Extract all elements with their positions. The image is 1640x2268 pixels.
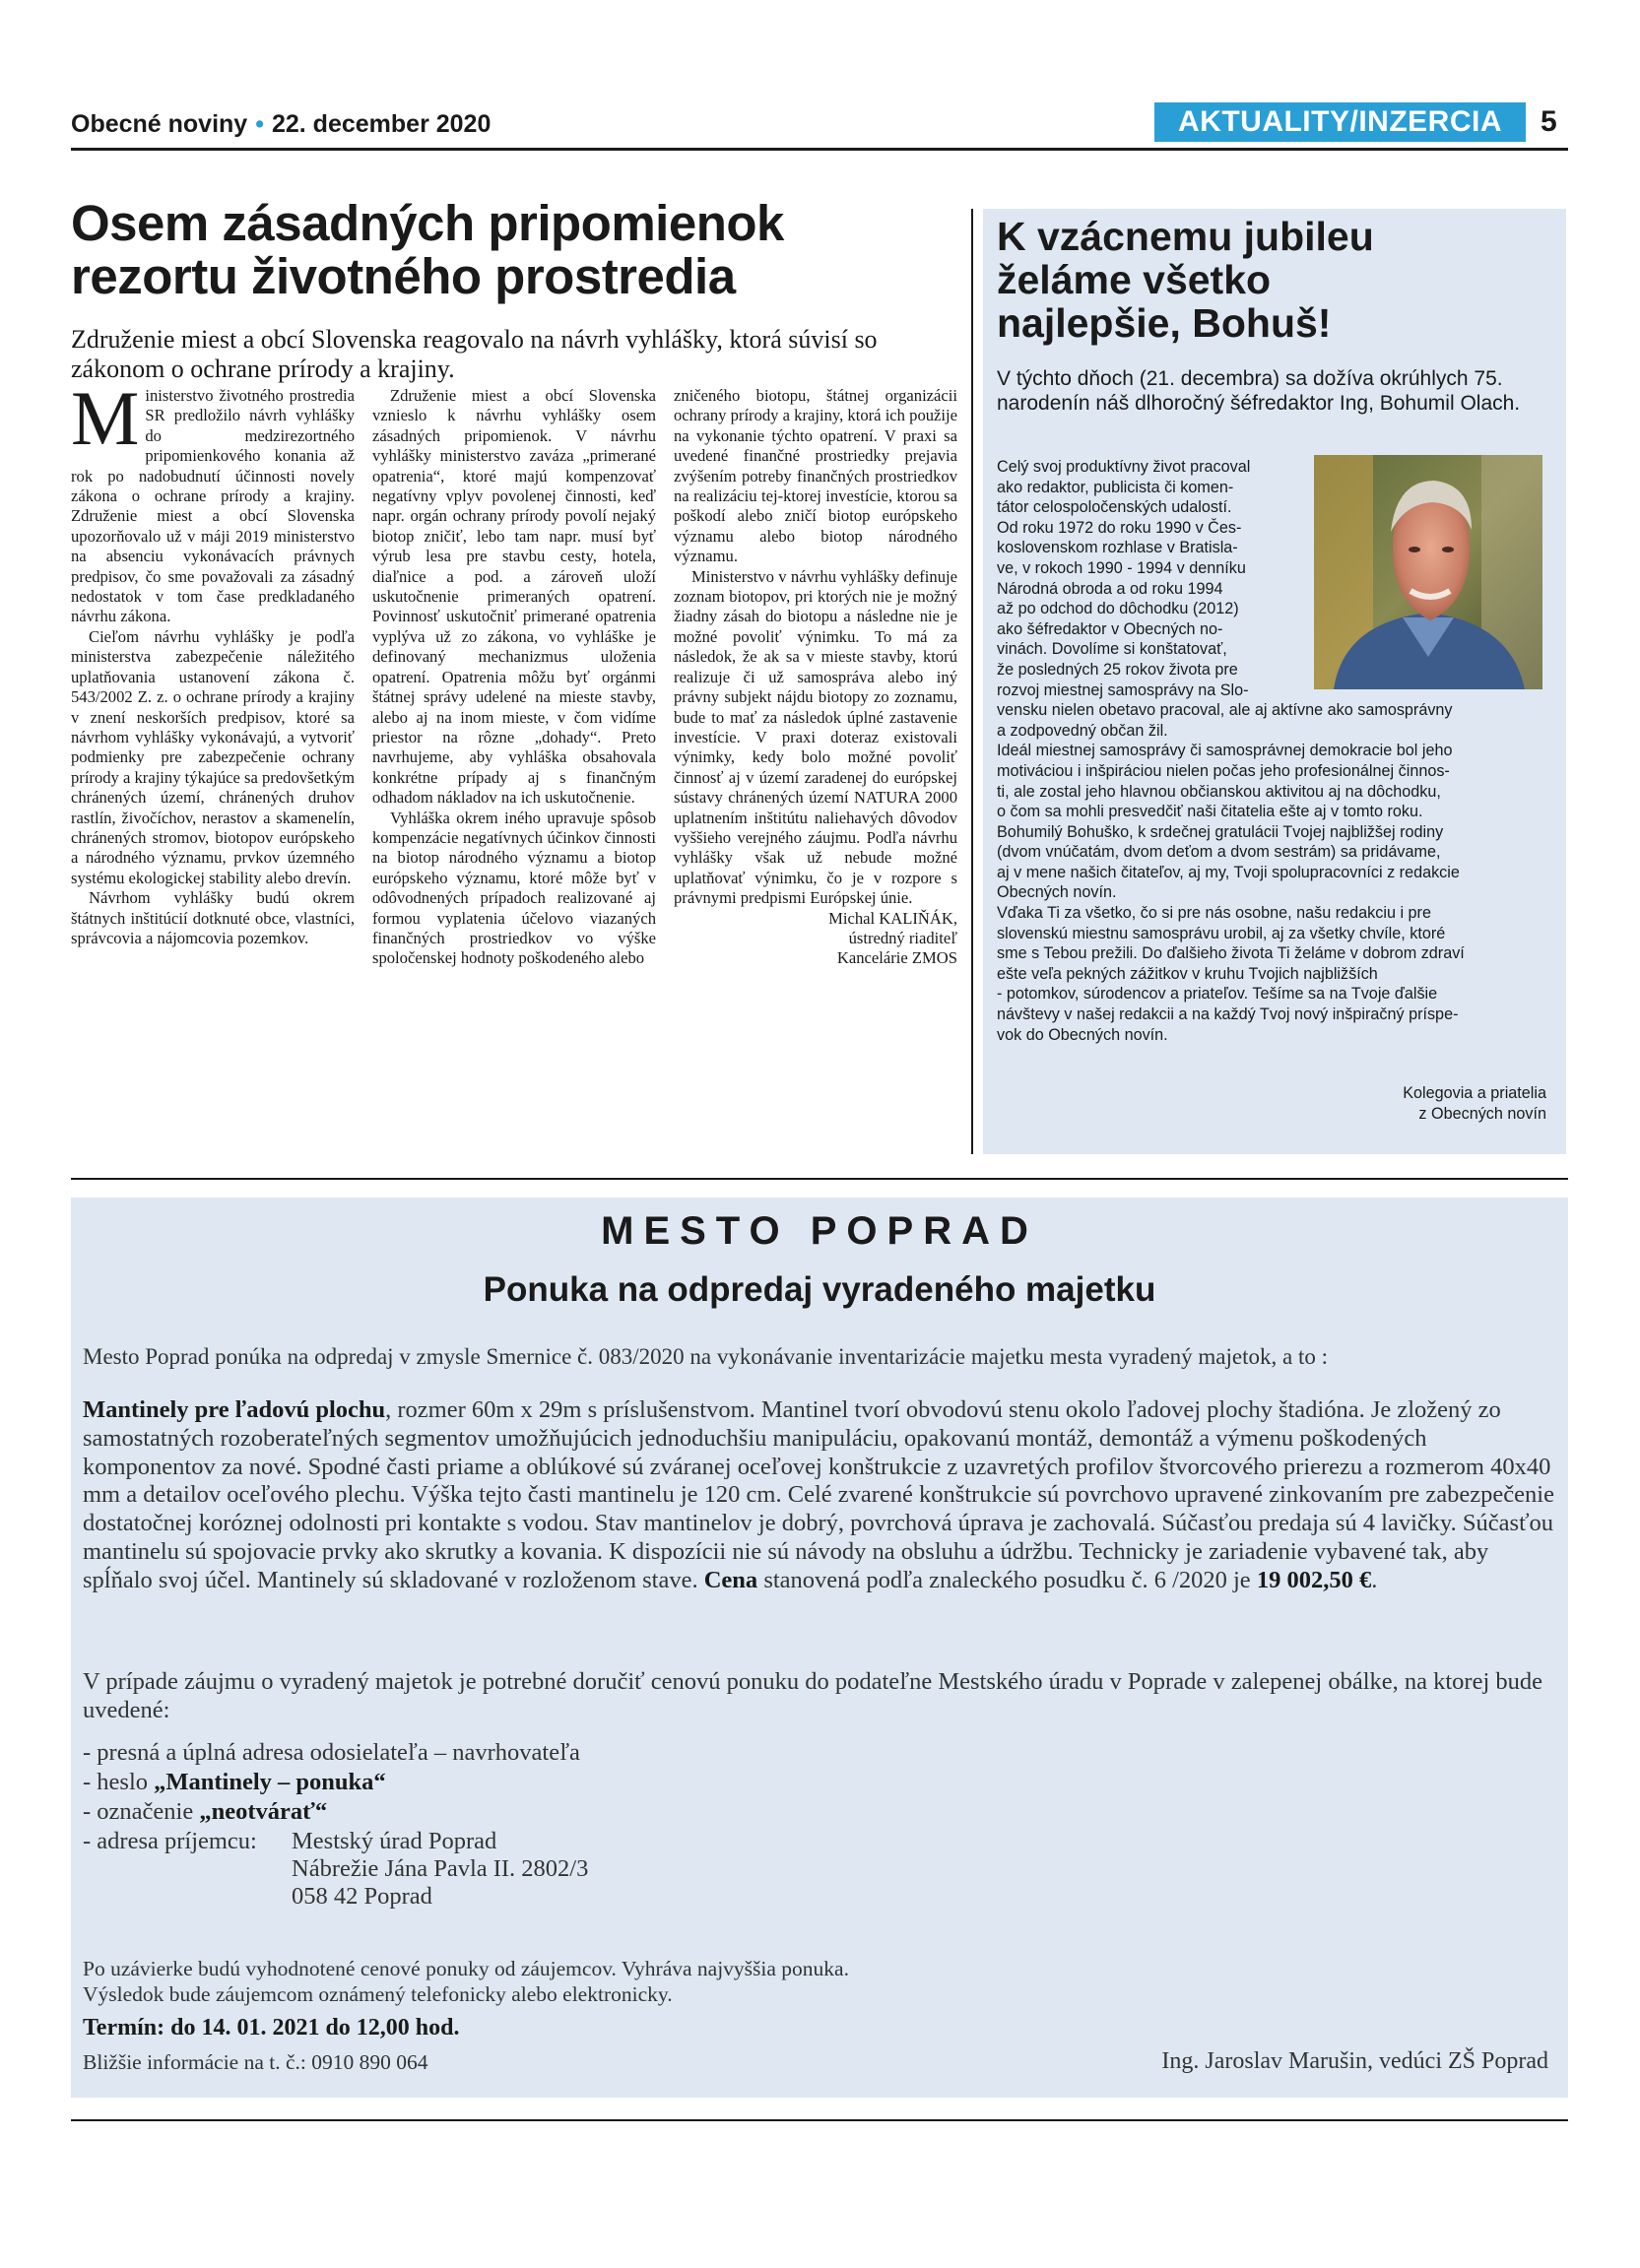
masthead [71, 110, 491, 139]
requirement-1: - presná a úplná adresa odosielateľa – navrhovateľa [83, 1739, 580, 1766]
author-name: Michal KALIŇÁK, [828, 908, 957, 928]
price-end: . [1371, 1566, 1378, 1593]
item-name: Mantinely pre ľadovú plochu [83, 1396, 386, 1423]
ad-title: MESTO POPRAD [601, 1209, 1038, 1253]
article-paragraph: Návrhom vyhlášky budú okrem štátnych inštitúcií dotknuté obce, vlastníci, správcovia a nájomcovia pozemkov. [71, 888, 355, 947]
article-paragraph: zničeného biotopu, štátnej organizácii ochrany prírody a krajiny, ktorá ich použije na vykonanie týchto opatrení. V praxi sa uvedené finančné prostriedky prejavia zvýšením potreby finančných prostriedkov na realizáciu tej-ktorej investície, ktorou sa poškodí alebo zničí biotop európskeho významu alebo biotop národného významu. [674, 386, 957, 566]
address-line-2: Nábrežie Jána Pavla II. 2802/3 [292, 1855, 589, 1882]
author-role: ústredný riaditeľ [848, 928, 957, 947]
jubilee-text-line: návštevy v našej redakcii a na každý Tvoj nový inšpiračný príspe- [997, 1005, 1459, 1024]
jubilee-text-line: že posledných 25 rokov života pre [997, 660, 1238, 679]
price-label: Cena [703, 1566, 758, 1593]
jubilee-text-line: (dvom vnúčatám, dvom deťom a dvom sestrám) sa pridávame, [997, 843, 1441, 862]
jubilee-text-line: o čom sa mohli presvedčiť naši čitatelia ešte aj v tomto roku. [997, 803, 1423, 821]
section-label: AKTUALITY/INZERCIA [1154, 102, 1526, 142]
bullet-separator: • [255, 110, 264, 138]
jubilee-signature [1231, 1083, 1546, 1125]
jubilee-lead: V týchto dňoch (21. decembra) sa dožíva okrúhlych 75. narodenín náš dlhoročný šéfredaktor Ing, Bohumil Olach. [997, 367, 1521, 415]
ad-evaluation [83, 1956, 1560, 2007]
jubilee-text-line: - potomkov, súrodencov a priateľov. Tešíme sa na Tvoje ďalšie [997, 985, 1438, 1004]
article-paragraph: Vyhláška okrem iného upravuje spôsob kompenzácie negatívnych účinkov činnosti na biotop národného významu a biotop európskeho významu, ktoré môže byť v odôvodnených prípadoch realizované aj formou vyplatenia účelovo viazaných finančných prostriedkov vo výške spoločenskej hodnoty poškodeného alebo [372, 808, 656, 968]
jubilee-text-line: až po odchod do dôchodku (2012) [997, 600, 1239, 618]
requirement-4: - adresa príjemcu: [83, 1828, 257, 1854]
jubilee-text [997, 457, 1548, 1045]
address-line-3: 058 42 Poprad [292, 1883, 432, 1910]
requirement-2 [83, 1769, 386, 1796]
jubilee-divider [971, 209, 973, 1154]
issue-date: 22. december 2020 [271, 110, 492, 138]
jubilee-text-line: Od roku 1972 do roku 1990 v Čes- [997, 518, 1242, 537]
jubilee-text-line: slovenskú miestnu samosprávu urobil, aj za všetky chvíle, ktoré [997, 924, 1446, 942]
deadline: Termín: do 14. 01. 2021 do 12,00 hod. [83, 2015, 460, 2041]
article-paragraph: Združenie miest a obcí Slovenska vznieslo k návrhu vyhlášky osem zásadných pripomienok. V návrhu vyhlášky ministerstvo zaváza „primerané opatrenia“, ktoré majú kompenzovať negatívny vplyv povolenej činnosti, keď napr. orgán ochrany prírody povolí nejaký biotop zničiť, lebo tam napr. musí byť výrub lesa pre stavbu cesty, hotela, diaľnice a pod. a zároveň uloží uskutočnenie primeraných opatrení. Povinnosť uskutočniť primerané opatrenia vyplýva už zo zákona, vo vyhláške je definovaný mechanizmus uloženia opatrení. Opatrenia môžu byť orgánmi štátnej správy udelené na mieste stavby, alebo aj na inom mieste, v čom vidíme priestor na rôzne „dohady“. Preto navrhujeme, aby vyhláška obsahovala konkrétne prípady aj s finančným odhadom nákladov na ich uskutočnenie. [372, 386, 656, 808]
jubilee-title-line1: K vzácnemu jubileu [997, 214, 1374, 259]
article-column-2 [372, 386, 656, 969]
price-text: stanovená podľa znaleckého posudku č. 6 /2020 je [757, 1566, 1257, 1593]
article-column-3 [674, 386, 957, 969]
jubilee-text-line: Národná obroda a od roku 1994 [997, 579, 1223, 598]
drop-cap: M [71, 375, 140, 461]
jubilee-title [997, 215, 1548, 345]
jubilee-text-line: ti, ale zostal jeho hlavnou občianskou aktivitou aj na dôchodku, [997, 782, 1441, 801]
jubilee-text-line: ako šéfredaktor v Obecných no- [997, 619, 1223, 638]
evaluation-line-2: Výsledok bude záujemcom oznámený telefonicky alebo elektronicky. [83, 1982, 673, 2006]
jubilee-text-line: rozvoj miestnej samosprávy na Slo- [997, 680, 1249, 699]
section-divider [71, 1178, 1568, 1180]
jubilee-title-line2: želáme všetko [997, 257, 1272, 302]
article-lead: Združenie miest a obcí Slovenska reagovalo na návrh vyhlášky, ktorá súvisí so zákonom o ochrane prírody a krajiny. [71, 325, 878, 383]
jubilee-text-line: Celý svoj produktívny život pracoval [997, 458, 1251, 476]
article-title [71, 197, 957, 303]
requirement-3 [83, 1798, 327, 1826]
ad-subtitle: Ponuka na odpredaj vyradeného majetku [483, 1270, 1156, 1309]
ad-intro: Mesto Poprad ponúka na odpredaj v zmysle Smernice č. 083/2020 na vykonávanie inventarizácie majetku mesta vyradený majetok, a to : [83, 1344, 1328, 1369]
jubilee-text-line: Obecných novín. [997, 883, 1117, 902]
jubilee-text-line: koslovenskom rozhlase v Bratisla- [997, 539, 1238, 557]
article-title-line2: rezortu životného prostredia [71, 248, 736, 304]
article-paragraph: Ministerstvo v návrhu vyhlášky definuje zoznam biotopov, pri ktorých nie je možný žiadny zásah do biotopu a následne nie je možné povoliť výnimku. To má za následok, že ak sa v mieste stavby, ktorú realizuje či už samospráva alebo iný právny subjekt nájdu biotopy zo zoznamu, bude to mať za následok úplné zastavenie investície. V praxi doteraz existovali výnimky, kedy bolo možné povoliť činnosť aj v území zaradenej do európskej sústavy chránených území NATURA 2000 uplatnením inštitútu naliehavých dôvodov vyššieho verejného záujmu. Podľa návrhu vyhlášky však už nebude možné uplatňovať výnimku, čo je v rozpore s právnymi predpismi Európskej únie. [674, 566, 957, 908]
author-org: Kancelárie ZMOS [836, 948, 957, 968]
jubilee-text-line: Vďaka Ti za všetko, čo si pre nás osobne, našu redakciu i pre [997, 904, 1431, 923]
jubilee-text-line: sme s Tebou prežili. Do ďalšieho života Ti želáme v dobrom zdraví [997, 944, 1465, 963]
requirement-3-value: „neotvárať“ [199, 1798, 328, 1825]
ad-item-description [83, 1396, 1560, 1595]
requirement-2-prefix: - heslo [83, 1769, 155, 1795]
jubilee-text-line: Ideál miestnej samosprávy či samosprávnej demokracie bol jeho [997, 742, 1453, 760]
jubilee-text-line: ve, v rokoch 1990 - 1994 v denníku [997, 558, 1246, 577]
article-title-line1: Osem zásadných pripomienok [71, 195, 784, 251]
article-paragraph: inisterstvo životného prostredia SR predložilo návrh vyhlášky do medzirezortného pripomienkového konania až rok po nadobudnutí účinnosti novely zákona o ochrane prírody a krajiny. Združenie miest a obcí Slovenska upozorňovalo už v máji 2019 ministerstvo na absenciu vykonávacích právnych predpisov, čo sme považovali za zásadný nedostatok v tom čase predkladaného návrhu zákona. [71, 386, 355, 626]
jubilee-title-line3: najlepšie, Bohuš! [997, 300, 1332, 346]
jubilee-text-line: motiváciou i inšpiráciou nielen počas jeho profesionálnej činnos- [997, 761, 1450, 780]
requirement-2-value: „Mantinely – ponuka“ [154, 1769, 386, 1795]
item-text: , rozmer 60m x 29m s príslušenstvom. Mantinel tvorí obvodovú stenu okolo ľadovej plochy štadióna. Je zložený zo samostatných rozoberateľných segmentov umožňujúcich jednoduchšiu manipuláciu, opakovanú montáž, demontáž a výmenu poškodených komponentov za nové. Spodné časti priame a oblúkové sú zváranej oceľovej konštrukcie z uzavretých profilov štvorcového prierezu a rozmerom 40x40 mm a detailov oceľového plechu. Výška tejto časti mantinelu je 120 cm. Celé zvarené konštrukcie sú povrchovo upravené zinkovaním pre zabezpečenie dostatočnej koróznej odolnosti pri kontakte s vodou. Stav mantinelov je dobrý, povrchová úprava je zachovalá. Súčasťou predaja sú 4 lavičky. Súčasťou mantinelu sú spojovacie prvky ako skrutky a kovania. K dispozícii nie sú návody na obsluhu a údržbu. Technicky je zariadenie vybavené tak, aby spĺňalo svoj účel. Mantinely sú skladované v rozloženom stave. [83, 1396, 1554, 1593]
jubilee-text-line: tátor celospoločenských udalostí. [997, 498, 1232, 517]
evaluation-line-1: Po uzávierke budú vyhodnotené cenové ponuky od záujemcov. Vyhráva najvyššia ponuka. [83, 1957, 849, 1980]
jubilee-signature-line2: z Obecných novín [1418, 1105, 1546, 1123]
requirement-3-prefix: - označenie [83, 1798, 200, 1825]
article-paragraph: Cieľom návrhu vyhlášky je podľa ministerstva zabezpečenie náležitého uplatňovania ustanovení zákona č. 543/2002 Z. z. o ochrane prírody a krajiny v znení neskorších predpisov, ktoré sa návrhom vyhlášky vykonávajú, a vytvoriť podmienky pre zabezpečenie ochrany prírody a krajiny týkajúce sa predovšetkým chránených území, chránených druhov rastlín, živočíchov, nerastov a skamenelín, chránených stromov, biotopov európskeho a národného významu, prvkov územného systému ekologickej stability alebo drevín. [71, 626, 356, 887]
bottom-rule [71, 2119, 1568, 2121]
contact-info: Bližšie informácie na t. č.: 0910 890 064 [83, 2050, 428, 2074]
ad-signature: Ing. Jaroslav Marušin, vedúci ZŠ Poprad [1161, 2048, 1548, 2074]
jubilee-signature-line1: Kolegovia a priatelia [1403, 1084, 1546, 1102]
jubilee-text-line: vinách. Dovolíme si konštatovať, [997, 640, 1227, 659]
price-value: 19 002,50 € [1256, 1566, 1372, 1593]
article-column-1 [71, 375, 356, 948]
jubilee-text-line: ako redaktor, publicista či komen- [997, 478, 1234, 496]
page-number: 5 [1541, 105, 1557, 138]
jubilee-text-line: vok do Obecných novín. [997, 1025, 1168, 1044]
jubilee-text-line: vensku nielen obetavo pracoval, ale aj aktívne ako samosprávny [997, 701, 1453, 720]
paper-name: Obecné noviny [71, 110, 248, 138]
jubilee-text-line: ešte veľa pekných zážitkov v kruhu Tvojich najbližších [997, 964, 1378, 983]
ad-interest: V prípade záujmu o vyradený majetok je potrebné doručiť cenovú ponuku do podateľne Mestského úradu v Poprade v zalepenej obálke, na ktorej bude uvedené: [83, 1668, 1543, 1723]
jubilee-text-line: Bohumilý Bohuško, k srdečnej gratulácii Tvojej najbližšej rodiny [997, 822, 1444, 841]
jubilee-text-line: aj v mene našich čitateľov, aj my, Tvoji spolupracovníci z redakcie [997, 863, 1460, 881]
jubilee-text-line: a zodpovedný občan žil. [997, 721, 1168, 740]
address-line-1: Mestský úrad Poprad [292, 1828, 497, 1854]
header-rule [71, 148, 1568, 151]
